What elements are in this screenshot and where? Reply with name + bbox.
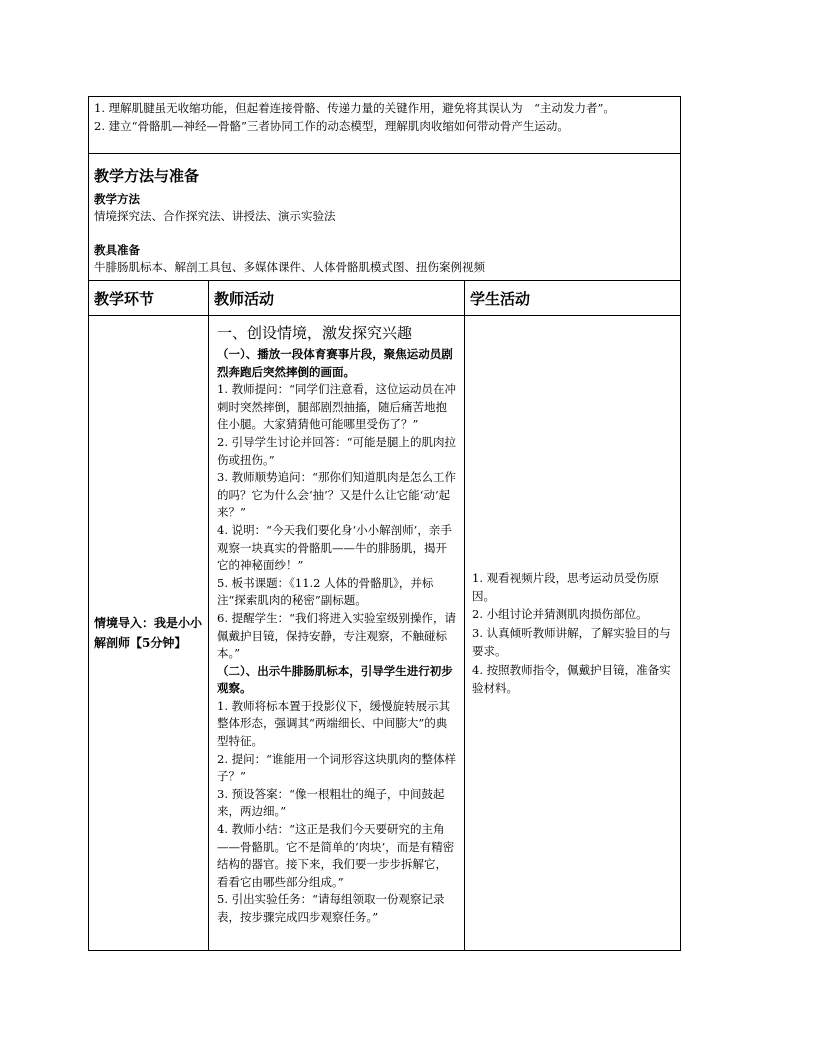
stage-row bbox=[89, 316, 681, 951]
section-title: 一、创设情境，激发探究兴趣 bbox=[217, 324, 413, 342]
methods-body bbox=[89, 189, 681, 281]
stage-label: 情境导入：我是小小解剖师【5分钟】 bbox=[89, 316, 209, 951]
teacher-step: 2. 提问：“谁能用一个词形容这块肌肉的整体样子？” bbox=[217, 751, 457, 784]
student-step: 2. 小组讨论并猜测肌肉损伤部位。 bbox=[472, 607, 648, 622]
teacher-step: 2. 引导学生讨论并回答：“可能是腿上的肌肉拉伤或扭伤。” bbox=[217, 434, 457, 467]
student-step: 4. 按照教师指令，佩戴护目镜，准备实验材料。 bbox=[472, 662, 671, 696]
teacher-step: 1. 教师将标本置于投影仪下，缓慢旋转展示其整体形态，强调其“两端细长、中间膨大”的典型特征。 bbox=[217, 698, 451, 749]
teacher-step: 3. 预设答案：“像一根粗壮的绳子，中间鼓起来，两边细。” bbox=[217, 786, 445, 819]
column-header-stage: 教学环节 bbox=[89, 281, 209, 316]
methods-heading-row bbox=[89, 154, 681, 190]
methods-body-row bbox=[89, 189, 681, 281]
spacer bbox=[94, 225, 675, 242]
student-step: 3. 认真倾听教师讲解，了解实验目的与要求。 bbox=[472, 625, 671, 659]
methods-heading: 教学方法与准备 bbox=[89, 154, 681, 190]
lesson-plan-table bbox=[88, 96, 681, 951]
part2-title: （二）、出示牛腓肠肌标本，引导学生进行初步观察。 bbox=[217, 663, 453, 696]
student-step: 1. 观看视频片段，思考运动员受伤原因。 bbox=[472, 570, 660, 603]
lesson-plan-page bbox=[88, 96, 680, 951]
column-header-student: 学生活动 bbox=[465, 281, 681, 316]
objective-item: 1. 理解肌腱虽无收缩功能，但起着连接骨骼、传递力量的关键作用，避免将其误认为 “主动发力者”。 bbox=[94, 101, 615, 115]
teacher-step: 1. 教师提问：“同学们注意看，这位运动员在冲刺时突然摔倒，腿部剧烈抽搐，随后痛苦地抱住小腿。大家猜猜他可能哪里受伤了？” bbox=[217, 382, 457, 432]
teacher-step: 3. 教师顺势追问：“那你们知道肌肉是怎么工作的吗？它为什么会‘抽’？又是什么让它能‘动’起来？” bbox=[217, 470, 457, 520]
column-header-teacher: 教师活动 bbox=[209, 281, 465, 316]
objective-item: 2. 建立“骨骼肌—神经—骨骼”三者协同工作的动态模型，理解肌肉收缩如何带动骨产生运动。 bbox=[94, 119, 569, 133]
teacher-step: 5. 引出实验任务：“请每组领取一份观察记录表，按步骤完成四步观察任务。” bbox=[217, 892, 445, 924]
teacher-step: 5. 板书课题：《11.2 人体的骨骼肌》，并标注“探索肌肉的秘密”副标题。 bbox=[217, 575, 434, 608]
teacher-step: 4. 说明：“今天我们要化身‘小小解剖师’，亲手观察一块真实的骨骼肌——牛的腓肠肌，揭开它的神秘面纱！” bbox=[217, 522, 452, 573]
method-text: 情境探究法、合作探究法、讲授法、演示实验法 bbox=[94, 209, 336, 223]
method-title: 教学方法 bbox=[94, 192, 140, 206]
tools-title: 教具准备 bbox=[94, 243, 140, 257]
teacher-step: 4. 教师小结：“这正是我们今天要研究的主角——骨骼肌。它不是简单的‘肉块’，而是有精密结构的器官。接下来，我们要一步步拆解它，看看它由哪些部分组成。” bbox=[217, 822, 455, 889]
tools-text: 牛腓肠肌标本、解剖工具包、多媒体课件、人体骨骼肌模式图、扭伤案例视频 bbox=[94, 260, 485, 274]
objectives-row bbox=[89, 97, 681, 154]
column-header-row bbox=[89, 281, 681, 316]
objectives-cell bbox=[89, 97, 681, 154]
teacher-step: 6. 提醒学生：“我们将进入实验室级别操作，请佩戴护目镜，保持安静，专注观察，不触碰标本。” bbox=[217, 610, 457, 661]
part1-title: （一）、播放一段体育赛事片段，聚焦运动员剧烈奔跑后突然摔倒的画面。 bbox=[217, 347, 453, 379]
student-activity-cell bbox=[465, 316, 681, 951]
teacher-activity-cell bbox=[209, 316, 465, 951]
